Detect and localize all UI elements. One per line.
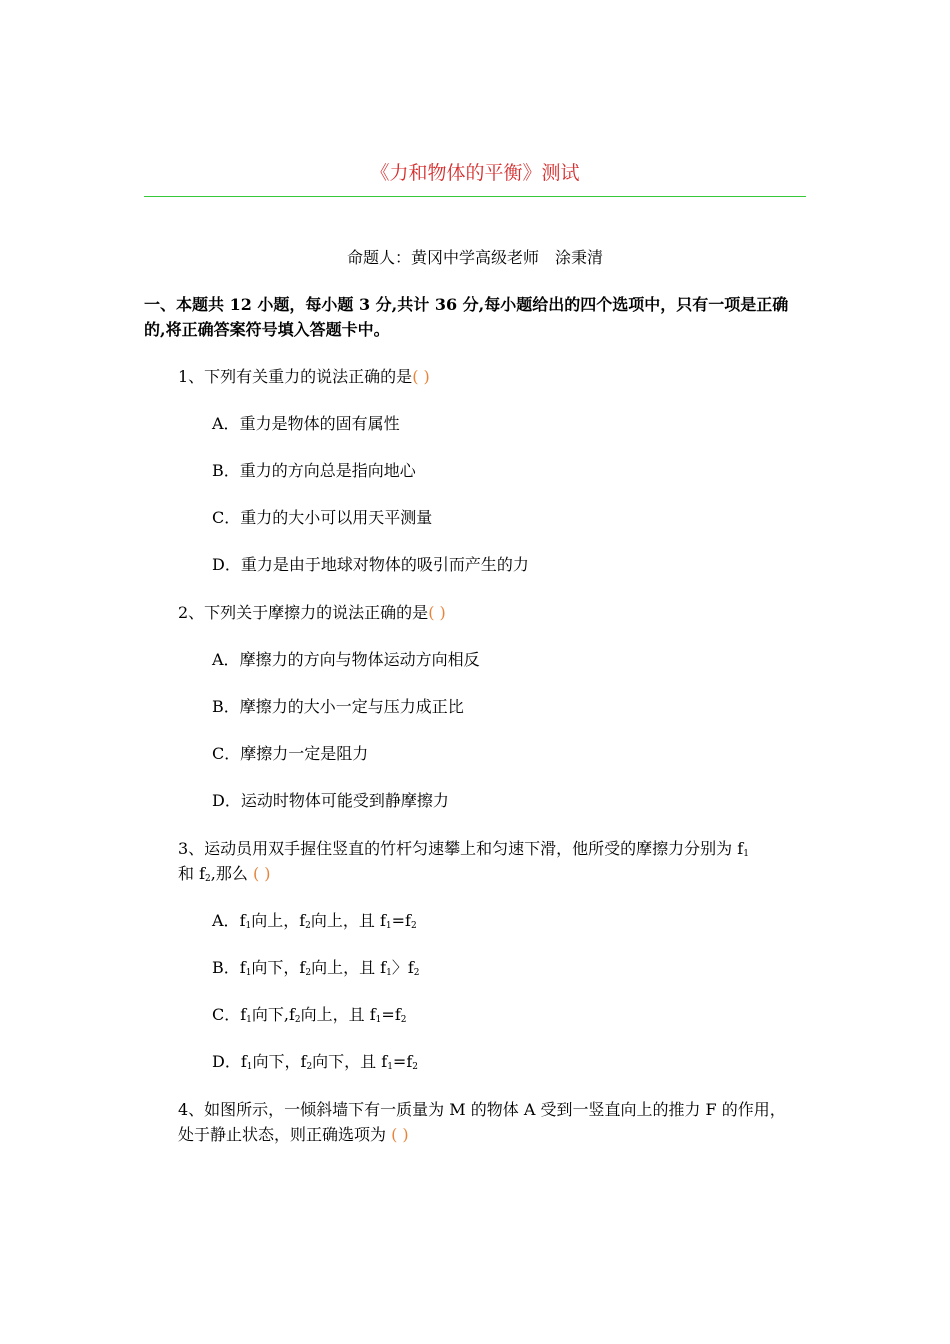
question-3-option-d: D．$f_1$向下，$f_2$向下，且 $f_1=f_2$ <box>212 1052 418 1072</box>
question-2-stem: 2、下列关于摩擦力的说法正确的是( ) <box>178 603 446 622</box>
question-3-option-c: C．$f_1$向下$,f_2$向上，且 $f_1=f_2$ <box>212 1005 407 1025</box>
answer-paren: ( ) <box>391 1125 409 1144</box>
question-2-option-b: B．摩擦力的大小一定与压力成正比 <box>212 697 464 716</box>
question-2-option-a: A．摩擦力的方向与物体运动方向相反 <box>212 650 480 669</box>
question-1-option-d: D．重力是由于地球对物体的吸引而产生的力 <box>212 555 529 574</box>
question-2-option-c: C．摩擦力一定是阻力 <box>212 744 369 763</box>
question-3-option-a: A．$f_1$向上，$f_2$向上，且 $f_1=f_2$ <box>212 911 417 931</box>
title-divider <box>144 196 806 197</box>
answer-paren: ( ) <box>428 603 446 622</box>
question-1-option-a: A．重力是物体的固有属性 <box>212 414 400 433</box>
question-1-stem: 1、下列有关重力的说法正确的是( ) <box>178 367 430 386</box>
section-heading: 一、本题共 12 小题，每小题 3 分,共计 36 分,每小题给出的四个选项中，只有一项是正确的,将正确答案符号填入答题卡中。 <box>144 295 789 339</box>
answer-paren: ( ) <box>412 367 430 386</box>
question-2-option-d: D．运动时物体可能受到静摩擦力 <box>212 791 449 810</box>
question-1-option-b: B．重力的方向总是指向地心 <box>212 461 416 480</box>
answer-paren: ( ) <box>252 864 271 883</box>
question-4-stem: 4、如图所示，一倾斜墙下有一质量为 M 的物体 A 受到一竖直向上的推力 F 的作用，处于静止状态，则正确选项为 ( ) <box>178 1100 786 1144</box>
question-3-stem-line-1: 3、运动员用双手握住竖直的竹杆匀速攀上和匀速下滑，他所受的摩擦力分别为 $f_1$ <box>178 839 749 859</box>
question-1-option-c: C．重力的大小可以用天平测量 <box>212 508 433 527</box>
author-line: 命题人：黄冈中学高级老师 涂秉清 <box>346 248 603 267</box>
question-3-option-b: B．$f_1$向下，$f_2$向上，且 $f_1$〉$f_2$ <box>212 958 420 978</box>
question-3-stem-line-2: 和 $f_2$,那么 ( ) <box>178 864 271 884</box>
page-title: 《力和物体的平衡》测试 <box>370 162 580 184</box>
